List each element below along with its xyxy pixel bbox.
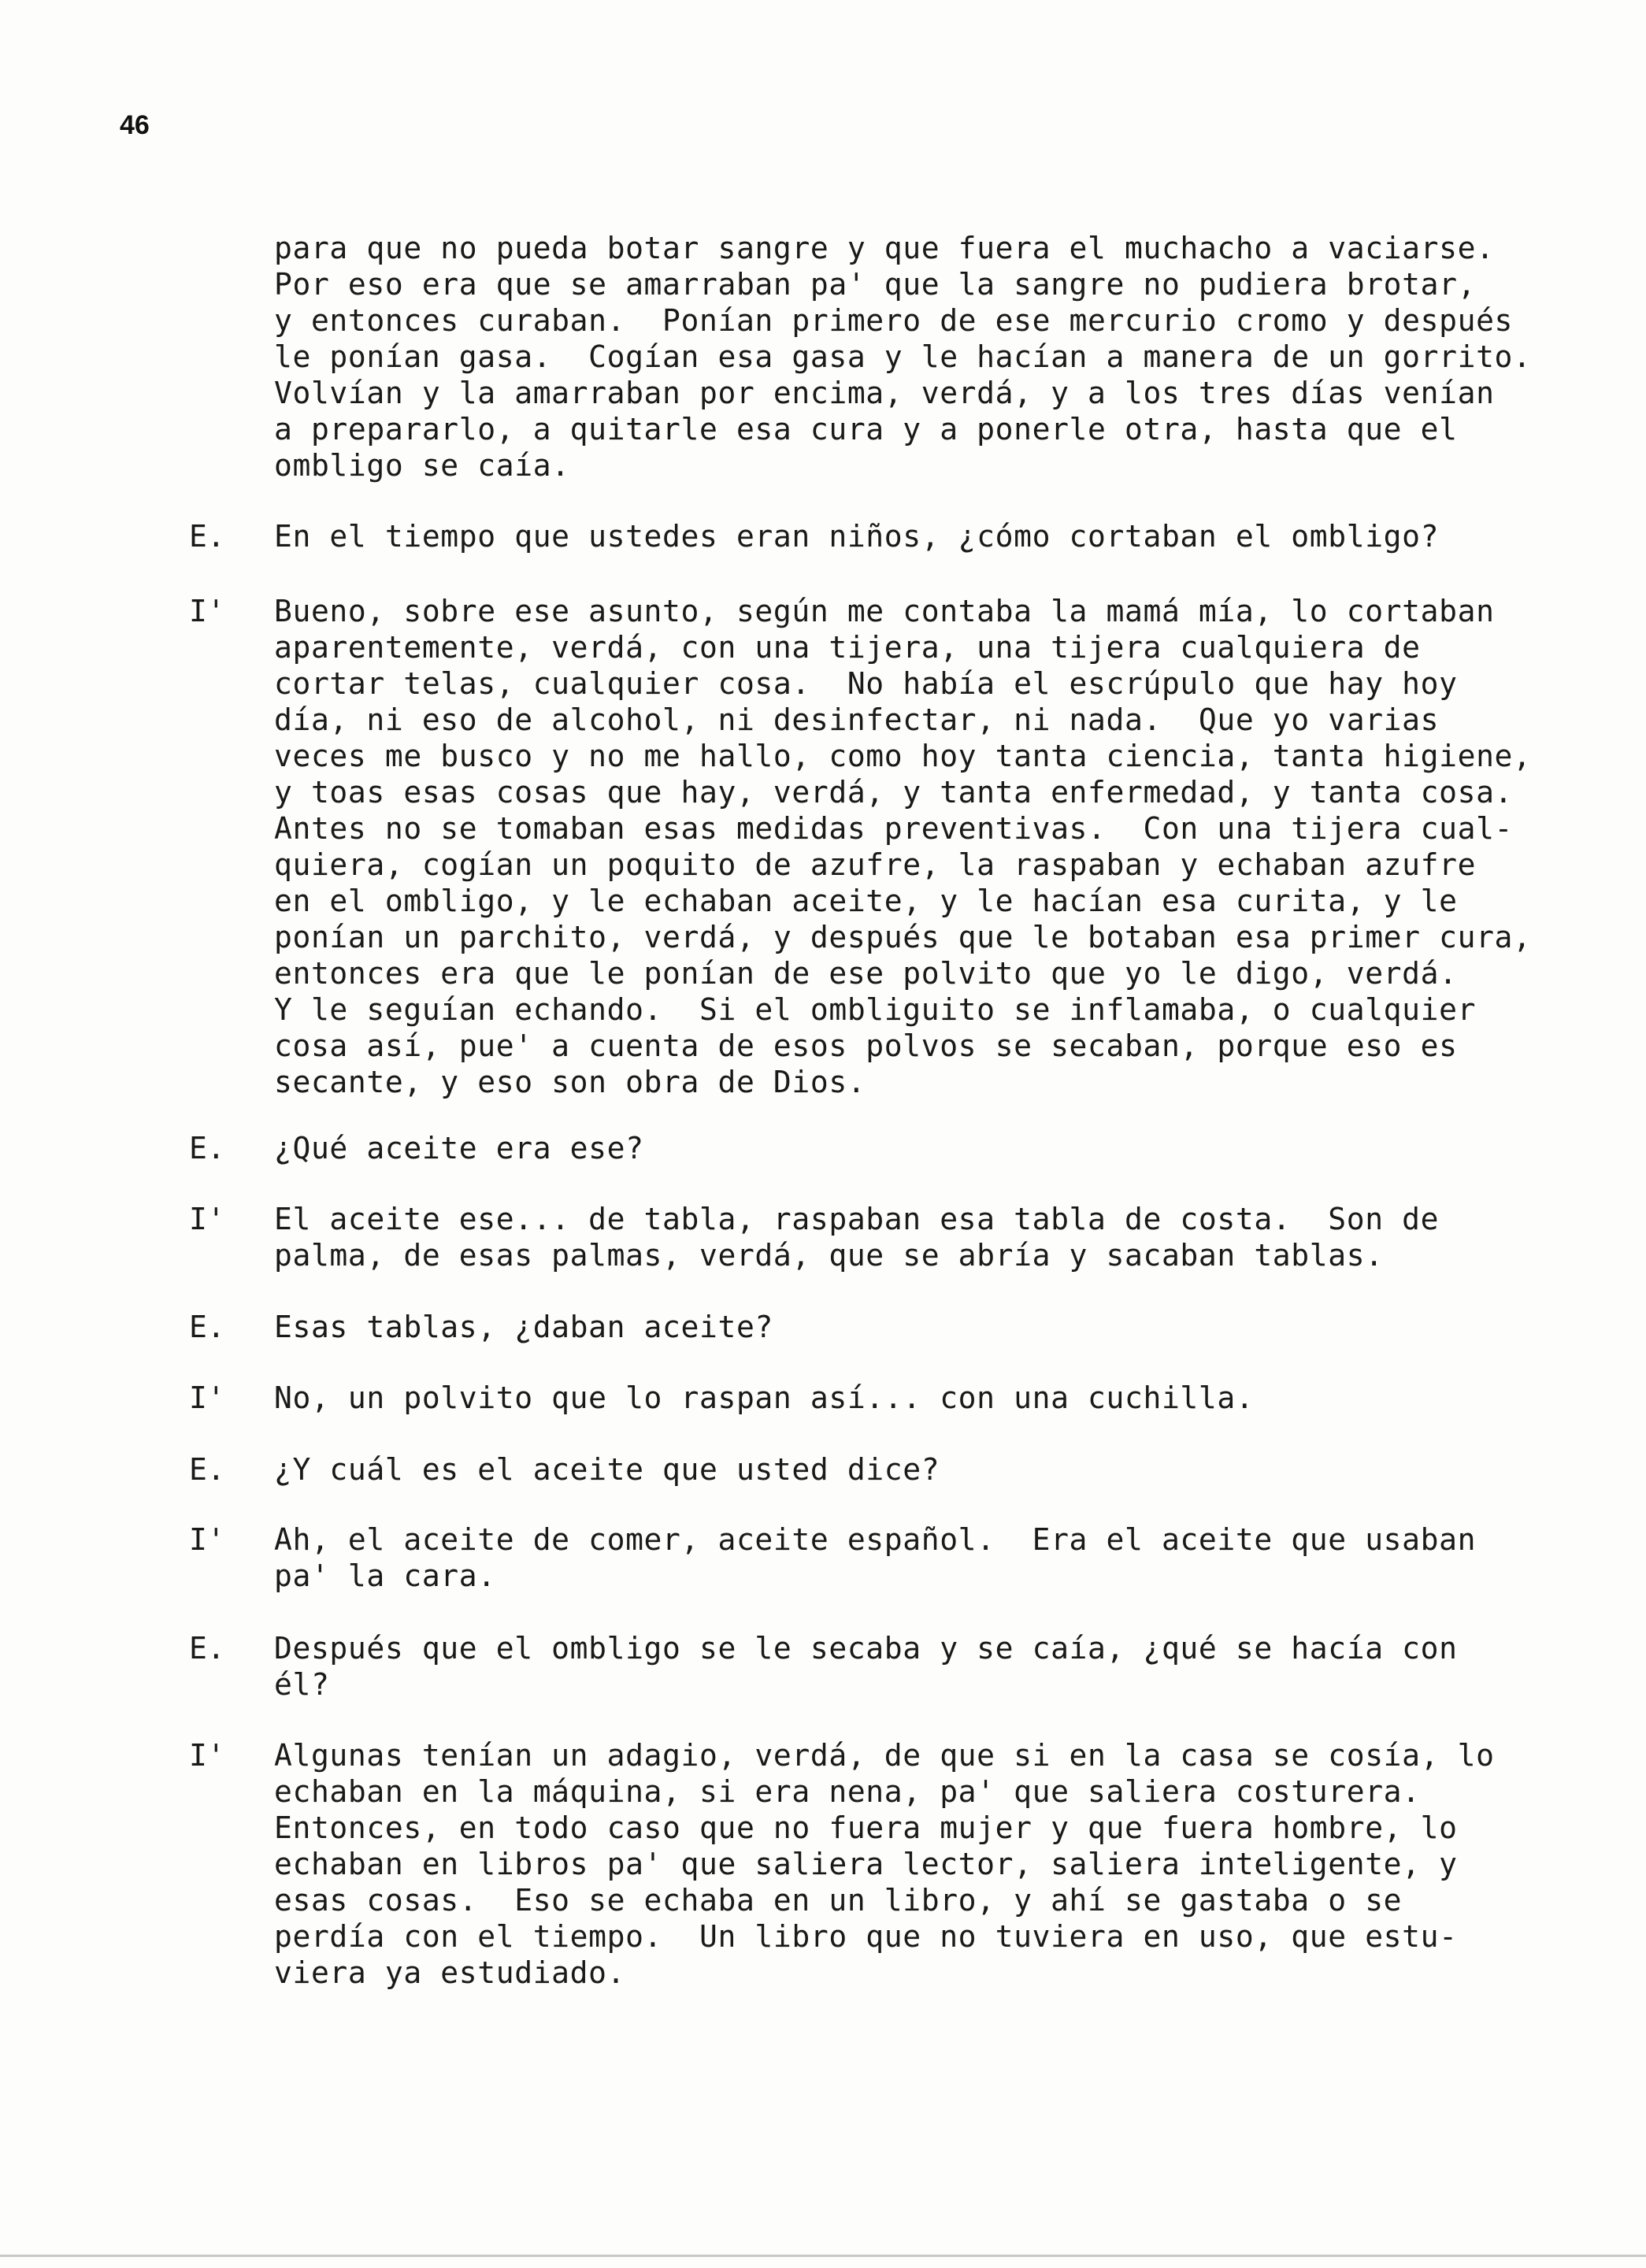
paragraph bbox=[274, 1521, 1503, 1594]
text-line: día, ni eso de alcohol, ni desinfectar, ni nada. Que yo varias bbox=[274, 702, 1440, 737]
paragraph bbox=[274, 230, 1532, 484]
text-line: veces me busco y no me hallo, como hoy tanta ciencia, tanta higiene, bbox=[274, 739, 1532, 773]
text-line: ¿Y cuál es el aceite que usted dice? bbox=[274, 1452, 940, 1487]
text-line: ¿Qué aceite era ese? bbox=[274, 1131, 644, 1166]
paragraph bbox=[274, 1201, 1503, 1273]
text-line: y entonces curaban. Ponían primero de ese mercurio cromo y después bbox=[274, 303, 1514, 338]
speaker-label: E. bbox=[189, 1631, 225, 1666]
text-line: Por eso era que se amarraban pa' que la sangre no pudiera brotar, bbox=[274, 267, 1477, 302]
text-line: Esas tablas, ¿daban aceite? bbox=[274, 1310, 773, 1344]
text-line: él? bbox=[274, 1667, 330, 1702]
page-number: 46 bbox=[120, 110, 150, 140]
speaker-label: I' bbox=[189, 1738, 225, 1773]
text-line: a prepararlo, a quitarle esa cura y a ponerle otra, hasta que el bbox=[274, 412, 1458, 447]
paragraph bbox=[274, 518, 1503, 554]
paragraph bbox=[274, 1451, 1503, 1488]
text-line: Antes no se tomaban esas medidas preventivas. Con una tijera cual- bbox=[274, 811, 1514, 846]
text-line: No, un polvito que lo raspan así... con una cuchilla. bbox=[274, 1380, 1255, 1415]
text-line: Entonces, en todo caso que no fuera mujer y que fuera hombre, lo bbox=[274, 1810, 1458, 1845]
text-line: Volvían y la amarraban por encima, verdá, y a los tres días venían bbox=[274, 376, 1495, 410]
text-line: Después que el ombligo se le secaba y se caía, ¿qué se hacía con bbox=[274, 1631, 1458, 1666]
text-line: echaban en libros pa' que saliera lector, saliera inteligente, y bbox=[274, 1847, 1458, 1881]
text-line: aparentemente, verdá, con una tijera, una tijera cualquiera de bbox=[274, 630, 1421, 665]
text-line: cortar telas, cualquier cosa. No había el escrúpulo que hay hoy bbox=[274, 666, 1458, 701]
text-line: en el ombligo, y le echaban aceite, y le hacían esa curita, y le bbox=[274, 884, 1458, 918]
text-line: ponían un parchito, verdá, y después que le botaban esa primer cura, bbox=[274, 920, 1532, 954]
speaker-label: E. bbox=[189, 519, 225, 554]
text-line: cosa así, pue' a cuenta de esos polvos se secaban, porque eso es bbox=[274, 1028, 1458, 1063]
text-line: Bueno, sobre ese asunto, según me contaba la mamá mía, lo cortaban bbox=[274, 594, 1495, 628]
text-line: perdía con el tiempo. Un libro que no tuviera en uso, que estu- bbox=[274, 1919, 1458, 1954]
paragraph bbox=[274, 1737, 1503, 1991]
speaker-label: I' bbox=[189, 1380, 225, 1415]
text-line: palma, de esas palmas, verdá, que se abría y sacaban tablas. bbox=[274, 1238, 1384, 1273]
text-line: secante, y eso son obra de Dios. bbox=[274, 1065, 866, 1099]
paragraph bbox=[274, 1380, 1503, 1416]
text-line: pa' la cara. bbox=[274, 1558, 496, 1593]
text-line: entonces era que le ponían de ese polvito que yo le digo, verdá. bbox=[274, 956, 1458, 991]
text-line: le ponían gasa. Cogían esa gasa y le hacían a manera de un gorrito. bbox=[274, 339, 1532, 374]
page-bottom-edge bbox=[0, 2255, 1646, 2257]
text-line: quiera, cogían un poquito de azufre, la raspaban y echaban azufre bbox=[274, 847, 1477, 882]
text-line: esas cosas. Eso se echaba en un libro, y ahí se gastaba o se bbox=[274, 1883, 1403, 1918]
paragraph bbox=[274, 593, 1532, 1100]
text-line: El aceite ese... de tabla, raspaban esa tabla de costa. Son de bbox=[274, 1202, 1440, 1236]
text-line: ombligo se caía. bbox=[274, 448, 570, 483]
speaker-label: I' bbox=[189, 594, 225, 628]
text-line: y toas esas cosas que hay, verdá, y tanta enfermedad, y tanta cosa. bbox=[274, 775, 1514, 810]
speaker-label: I' bbox=[189, 1202, 225, 1236]
text-line: Algunas tenían un adagio, verdá, de que si en la casa se cosía, lo bbox=[274, 1738, 1495, 1773]
paragraph bbox=[274, 1630, 1503, 1703]
text-line: para que no pueda botar sangre y que fuera el muchacho a vaciarse. bbox=[274, 231, 1495, 265]
text-line: echaban en la máquina, si era nena, pa' que saliera costurera. bbox=[274, 1774, 1421, 1809]
paragraph bbox=[274, 1309, 1503, 1345]
speaker-label: E. bbox=[189, 1452, 225, 1487]
speaker-label: E. bbox=[189, 1310, 225, 1344]
text-line: En el tiempo que ustedes eran niños, ¿cómo cortaban el ombligo? bbox=[274, 519, 1440, 554]
paragraph bbox=[274, 1130, 1503, 1166]
text-line: viera ya estudiado. bbox=[274, 1955, 626, 1990]
text-line: Ah, el aceite de comer, aceite español. Era el aceite que usaban bbox=[274, 1522, 1477, 1557]
speaker-label: E. bbox=[189, 1131, 225, 1166]
text-line: Y le seguían echando. Si el ombliguito se inflamaba, o cualquier bbox=[274, 992, 1477, 1027]
speaker-label: I' bbox=[189, 1522, 225, 1557]
